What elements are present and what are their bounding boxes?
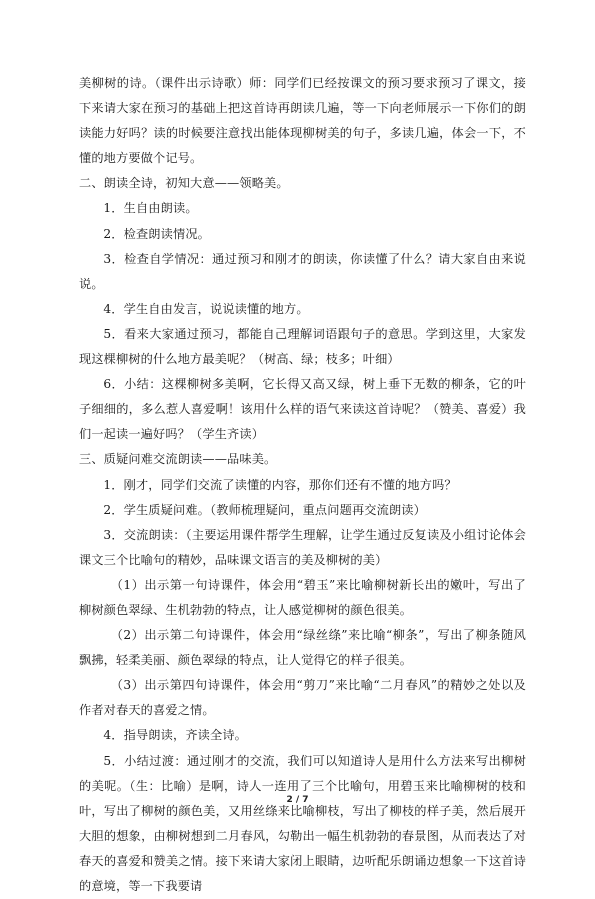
paragraph: 4．学生自由发言，说说读懂的地方。	[103, 301, 309, 316]
paragraph: （1）出示第一句诗课件，体会用“碧玉”来比喻柳树新长出的嫩叶，写出了柳树颜色翠绿、生机勃勃的特点，让人感觉柳树的颜色很美。	[79, 577, 526, 617]
page-number: 2 / 7	[286, 795, 309, 805]
paragraph: 美柳树的诗。（课件出示诗歌）师：同学们已经按课文的预习要求预习了课文，接下来请大家在预习的基础上把这首诗再朗读几遍，等一下向老师展示一下你们的朗读能力好吗？读的时候要注意找出能体现柳树美的句子，多读几遍，体会一下，不懂的地方要做个记号。	[79, 76, 526, 166]
paragraph: 1．刚才，同学们交流了读懂的内容，那你们还有不懂的地方吗？	[103, 477, 457, 492]
paragraph: 5．小结过渡：通过刚才的交流，我们可以知道诗人是用什么方法来写出柳树的美呢。（生：比喻）是啊，诗人一连用了三个比喻句，用碧玉来比喻柳树的枝和叶，写出了柳树的颜色美，又用丝绦来比喻柳枝，写出了柳枝的样子美，然后展开大胆的想象，由柳树想到二月春风，勾勒出一幅生机勃勃的春景图，从而表达了对春天的喜爱和赞美之情。接下来请大家闭上眼睛，边听配乐朗诵边想象一下这首诗的意境，等一下我要请	[79, 753, 526, 893]
paragraph: 2．检查朗读情况。	[103, 226, 210, 241]
document-body	[79, 71, 526, 899]
paragraph: 三、质疑问难交流朗读——品味美。	[79, 452, 277, 467]
paragraph: 6．小结：这棵柳树多美啊，它长得又高又绿，树上垂下无数的柳条，它的叶子细细的，多么惹人喜爱啊！该用什么样的语气来读这首诗呢？（赞美、喜爱）我们一起读一遍好吗？（学生齐读）	[79, 377, 526, 442]
paragraph: 2．学生质疑问难。（教师梳理疑问，重点问题再交流朗读）	[103, 502, 426, 517]
paragraph: 4．指导朗读，齐读全诗。	[103, 728, 248, 743]
paragraph: 二、朗读全诗，初知大意——领略美。	[79, 176, 289, 191]
paragraph: （2）出示第二句诗课件，体会用“绿丝绦”来比喻“柳条”，写出了柳条随风飘拂，轻柔美丽、颜色翠绿的特点，让人觉得它的样子很美。	[79, 628, 526, 668]
paragraph: 3．交流朗读：（主要运用课件帮学生理解，让学生通过反复读及小组讨论体会课文三个比喻句的精妙，品味课文语言的美及柳树的美）	[79, 527, 526, 567]
paragraph: 1．生自由朗读。	[103, 201, 198, 216]
paragraph: 3．检查自学情况：通过预习和刚才的朗读，你读懂了什么？请大家自由来说说。	[79, 251, 526, 291]
paragraph: 5．看来大家通过预习，都能自己理解词语跟句子的意思。学到这里，大家发现这棵柳树的什么地方最美呢？（树高、绿；枝多；叶细）	[79, 326, 526, 367]
paragraph: （3）出示第四句诗课件，体会用“剪刀”来比喻“二月春风”的精妙之处以及作者对春天的喜爱之情。	[79, 678, 526, 718]
